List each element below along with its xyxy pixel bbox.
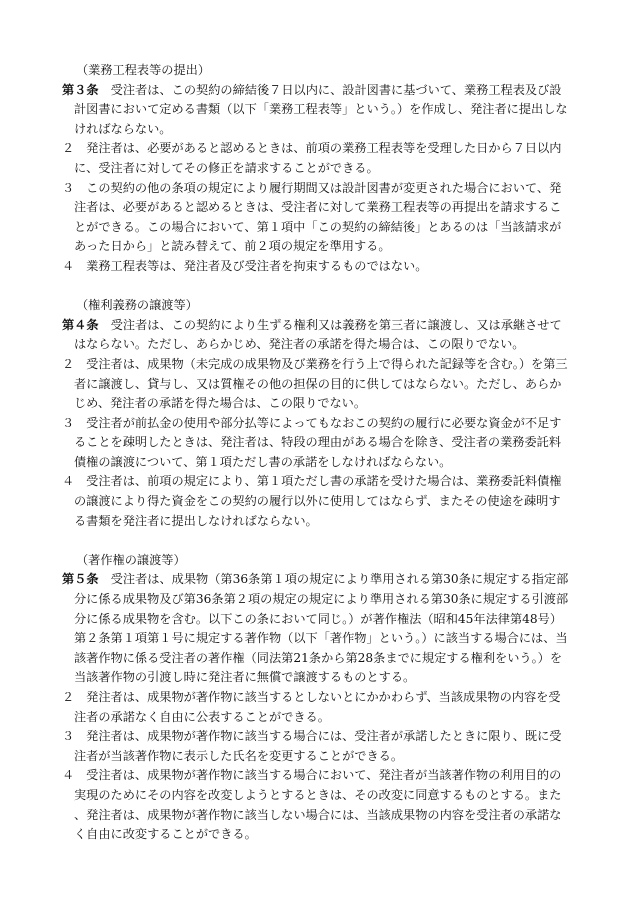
article-4-paragraph-3 (62, 414, 570, 473)
paragraph-number: ４ (62, 768, 75, 783)
paragraph-text: 業務工程表等は、発注者及び受注者を拘束するものではない。 (74, 258, 428, 273)
article-5-paragraph-2 (62, 688, 570, 727)
article-3-paragraph-3 (62, 179, 570, 257)
paragraph-number: ４ (62, 474, 75, 489)
article-3-paragraph-4 (62, 257, 570, 277)
paragraph-text: 受注者が前払金の使用や部分払等によってもなおこの契約の履行に必要な資金が不足することを疎明したときは、発注者は、特段の理由がある場合を除き、受注者の業務委託料債権の譲渡について、第１項ただし書の承諾をしなければならない。 (74, 415, 562, 469)
section-spacer (62, 277, 570, 297)
article-5 (62, 570, 570, 688)
paragraph-number: ３ (62, 729, 75, 744)
article-text: 受注者は、成果物（第36条第１項の規定により準用される第30条に規定する指定部分に係る成果物及び第36条第２項の規定の規定により準用される第30条に規定する引渡部分に係る成果物を含む。以下この条において同じ。）が著作権法（昭和45年法律第48号）第２条第１項第１号に規定する著作物（以下「著作物」という。）に該当する場合には、当該著作物に係る受注者の著作権（同法第21条から第28条までに規定する権利をいう。）を当該著作物の引渡し時に発注者に無償で譲渡するものとする。 (74, 572, 569, 685)
article-number: 第５条 (62, 572, 99, 587)
section-heading-article-3: （業務工程表等の提出） (76, 63, 211, 77)
article-text: 受注者は、この契約の締結後７日以内に、設計図書に基づいて、業務工程表及び設計図書において定める書類（以下「業務工程表等」という。）を作成し、発注者に提出しなければならない。 (74, 82, 568, 136)
article-number: 第３条 (62, 82, 99, 97)
paragraph-text: 受注者は、成果物が著作物に該当する場合において、発注者が当該著作物の利用目的の実現のためにその内容を改変しようとするときは、その改変に同意するものとする。また、発注者は、成果物が著作物に該当しない場合には、当該成果物の内容を受注者の承諾なく自由に改変することができる。 (74, 768, 562, 842)
paragraph-number: ２ (62, 690, 75, 704)
article-5-paragraph-3 (62, 727, 570, 766)
section-heading-article-4: （権利義務の譲渡等） (76, 298, 198, 313)
article-4-paragraph-2 (62, 355, 570, 414)
article-5-paragraph-4 (62, 766, 570, 844)
paragraph-number: ２ (62, 356, 75, 371)
section-heading-article-5: （著作権の譲渡等） (76, 552, 186, 567)
document-page (62, 61, 570, 845)
section-spacer (62, 531, 570, 551)
paragraph-text: 受注者は、前項の規定により、第１項ただし書の承諾を受けた場合は、業務委託料債権の譲渡により得た資金をこの契約の履行以外に使用してはならず、またその使途を疎明する書類を発注者に提出しなければならない。 (74, 474, 562, 528)
article-3-paragraph-2 (62, 139, 570, 178)
paragraph-text: この契約の他の条項の規定により履行期間又は設計図書が変更された場合において、発注者は、必要があると認めるときは、受注者に対して業務工程表等の再提出を請求することができる。この場合において、第１項中「この契約の締結後」とあるのは「当該請求があった日から」と読み替えて、前２項の規定を準用する。 (74, 180, 562, 254)
paragraph-number: ４ (62, 258, 75, 273)
paragraph-text: 発注者は、必要があると認めるときは、前項の業務工程表等を受理した日から７日以内に、受注者に対してその修正を請求することができる。 (74, 141, 562, 175)
article-number: 第４条 (62, 317, 99, 332)
article-3 (62, 81, 570, 140)
paragraph-text: 受注者は、成果物（未完成の成果物及び業務を行う上で得られた記録等を含む。）を第三者に譲渡し、貸与し、又は質権その他の担保の目的に供してはならない。ただし、あらかじめ、発注者の承諾を得た場合は、この限りでない。 (74, 356, 568, 411)
article-4-paragraph-4 (62, 472, 570, 531)
paragraph-number: ３ (62, 180, 75, 195)
paragraph-number: ２ (62, 141, 75, 156)
article-text: 受注者は、この契約により生ずる権利又は義務を第三者に譲渡し、又は承継させてはならない。ただし、あらかじめ、発注者の承諾を得た場合は、この限りでない。 (74, 317, 562, 352)
article-4 (62, 316, 570, 355)
paragraph-text: 発注者は、成果物が著作物に該当するとしないとにかかわらず、当該成果物の内容を受注者の承諾なく自由に公表することができる。 (74, 690, 561, 724)
paragraph-text: 発注者は、成果物が著作物に該当する場合には、受注者が承諾したときに限り、既に受注者が当該著作物に表示した氏名を変更することができる。 (74, 729, 562, 763)
paragraph-number: ３ (62, 415, 75, 430)
